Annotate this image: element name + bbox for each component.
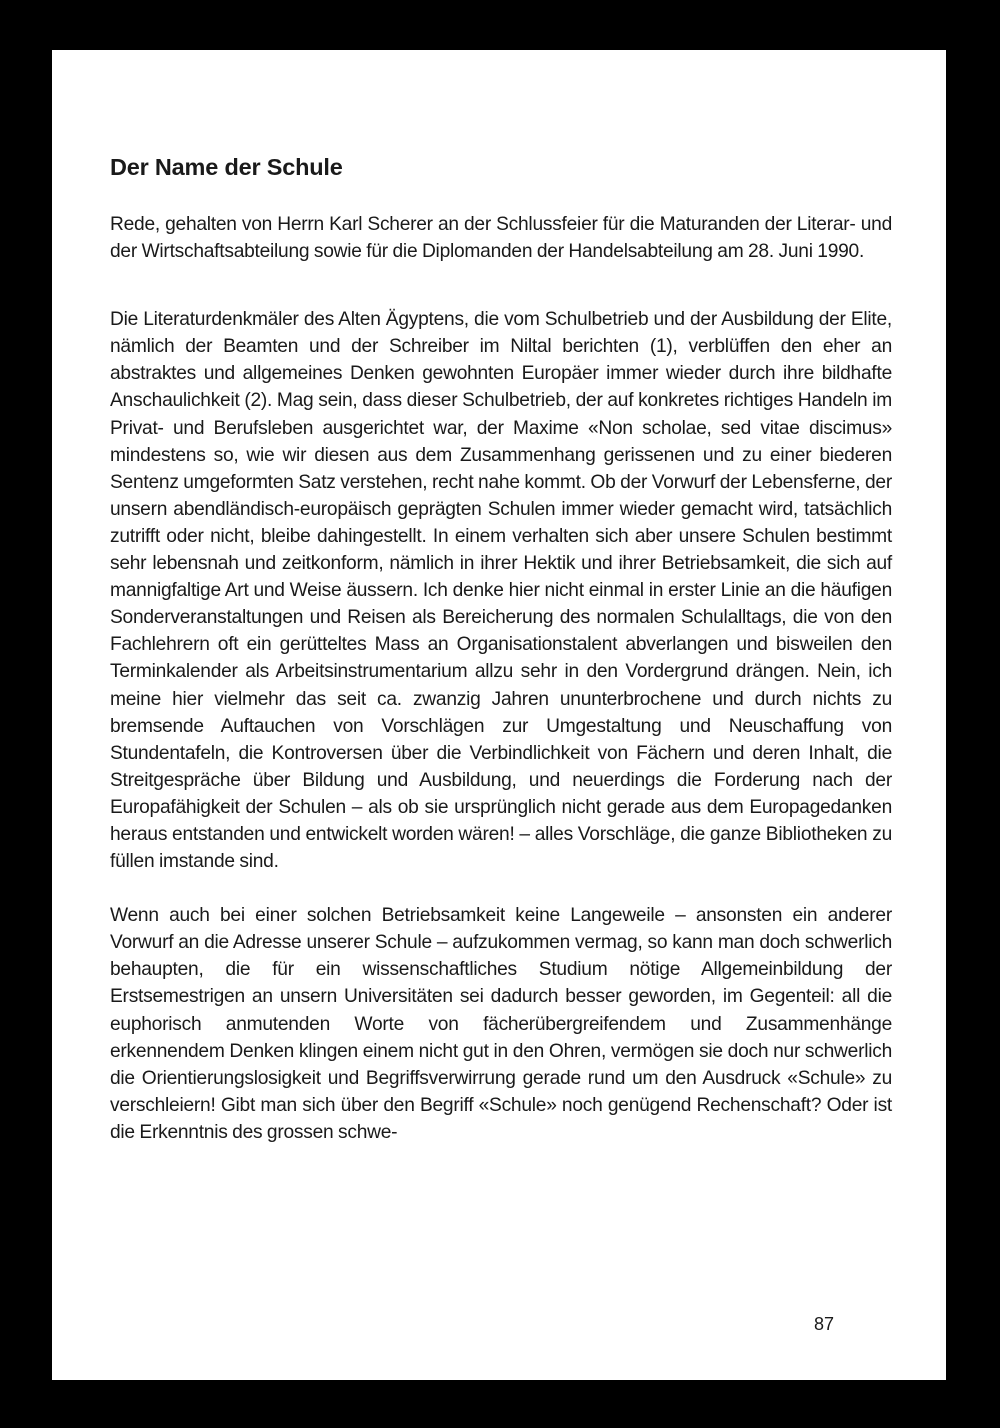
intro-paragraph: Rede, gehalten von Herrn Karl Scherer an der Schlussfeier für die Maturanden der Literar- und der Wirtschaftsabteilung sowie für die Diplomanden der Handelsabteilung am 28. Juni 1990.	[110, 214, 892, 263]
document-body	[110, 147, 892, 1146]
document-page	[52, 50, 946, 1380]
page-title: Der Name der Schule	[110, 154, 343, 180]
page-number: 87	[813, 1314, 834, 1334]
body-paragraph-2: Wenn auch bei einer solchen Betriebsamkeit keine Langeweile – ansonsten ein anderer Vorwurf an die Adresse unserer Schule – aufzukommen vermag, so kann man doch schwerlich behaupten, die für ein wissenschaftliches Studium nötige Allgemeinbildung der Erstsemestrigen an unsern Universitäten sei dadurch besser geworden, im Gegenteil: all die euphorisch anmutenden Worte von fächerübergreifendem und Zusammenhänge erkennendem Denken klingen einem nicht gut in den Ohren, vermögen sie doch nur schwerlich die Orientierungslosigkeit und Begriffsverwirrung gerade rund um den Ausdruck «Schule» zu verschleiern! Gibt man sich über den Begriff «Schule» noch genügend Rechenschaft? Oder ist die Erkenntnis des grossen schwe-	[110, 905, 892, 1143]
body-paragraph-1: Die Literaturdenkmäler des Alten Ägyptens, die vom Schulbetrieb und der Ausbildung der Elite, nämlich der Beamten und der Schreiber im Niltal berichten (1), verblüffen den eher an abstraktes und allgemeines Denken gewohnten Europäer immer wieder durch ihre bildhafte Anschaulichkeit (2). Mag sein, dass dieser Schulbetrieb, der auf konkretes richtiges Handeln im Privat- und Berufsleben ausgerichtet war, der Maxime «Non scholae, sed vitae discimus» mindestens so, wie wir diesen aus dem Zusammenhang gerissenen und zu einer biederen Sentenz umgeformten Satz verstehen, recht nahe kommt. Ob der Vorwurf der Lebensferne, der unsern abendländisch-europäisch geprägten Schulen immer wieder gemacht wird, tatsächlich zutrifft oder nicht, bleibe dahingestellt. In einem verhalten sich aber unsere Schulen bestimmt sehr lebensnah und zeitkonform, nämlich in ihrer Hektik und ihrer Betriebsamkeit, die sich auf mannigfaltige Art und Weise äussern. Ich denke hier nicht einmal in erster Linie an die häufigen Sonderveranstaltungen und Reisen als Bereicherung des normalen Schulalltags, die von den Fachlehrern oft ein gerütteltes Mass an Organisationstalent abverlangen und bisweilen den Terminkalender als Arbeitsinstrumentarium allzu sehr in den Vordergrund drängen. Nein, ich meine hier vielmehr das seit ca. zwanzig Jahren ununterbrochene und durch nichts zu bremsende Auftauchen von Vorschlägen zur Umgestaltung und Neuschaffung von Stundentafeln, die Kontroversen über die Verbindlichkeit von Fächern und deren Inhalt, die Streitgespräche über Bildung und Ausbildung, und neuerdings die Forderung nach der Europafähigkeit der Schulen – als ob sie ursprünglich nicht gerade aus dem Europagedanken heraus entstanden und entwickelt worden wären! – alles Vorschläge, die ganze Bibliotheken zu füllen imstande sind.	[110, 309, 892, 873]
